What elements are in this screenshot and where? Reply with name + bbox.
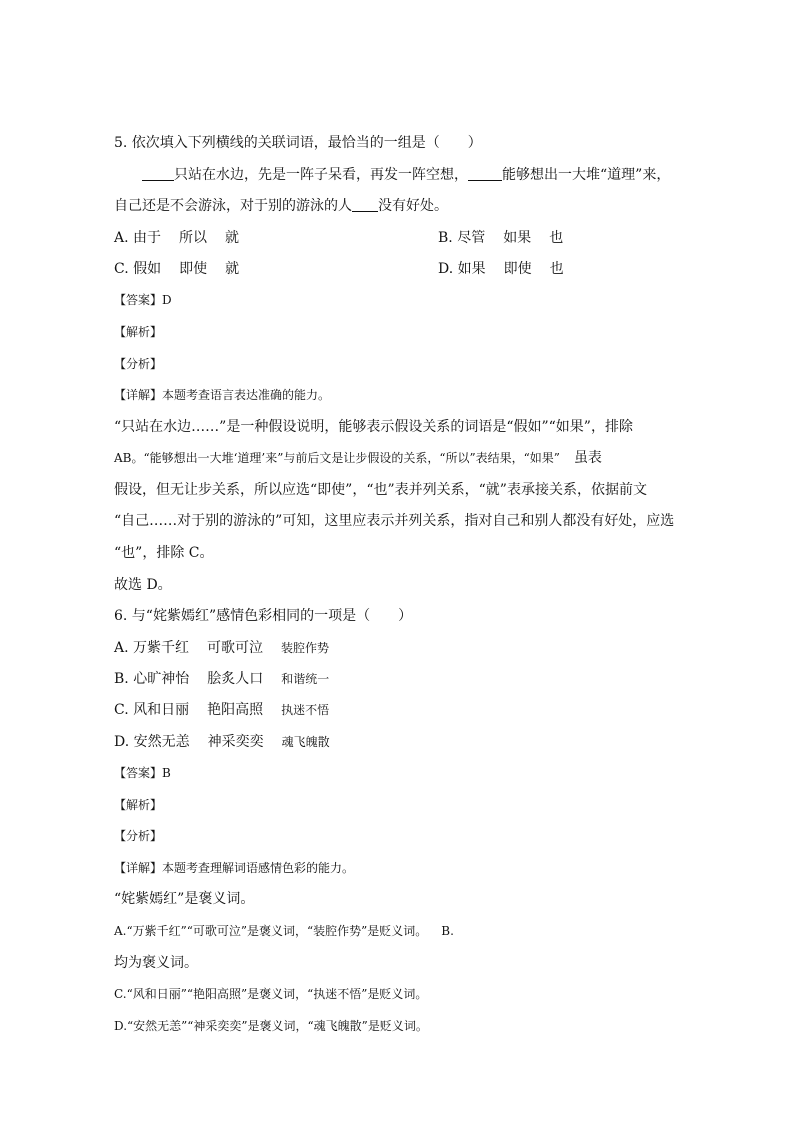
q6-explanation-line3: 均为褒义词。 bbox=[114, 955, 198, 971]
q5-explanation-line1: “只站在水边……”是一种假设说明，能够表示假设关系的词语是“假如”“如果”，排除 bbox=[114, 419, 633, 435]
q5-explanation-line2: AB。“能够想出一大堆‘道理’来”与前后文是让步假设的关系，“所以”表结果，“如果” 虽表 bbox=[114, 450, 602, 466]
q5-detail-heading: 【详解】本题考查语言表达准确的能力。 bbox=[114, 388, 331, 402]
q5-passage-text: 能够想出一大堆“道理”来， bbox=[502, 167, 671, 183]
q6-explanation-line1: “姹紫嫣红”是褒义词。 bbox=[114, 891, 255, 907]
q5-explanation-line4: “自己……对于别的游泳的”可知，这里应表示并列关系，指对自己和别人都没有好处，应选 bbox=[114, 513, 675, 529]
q5-options-row-1 bbox=[114, 228, 564, 248]
q6-answer: 【答案】B bbox=[114, 766, 171, 780]
q6-option-c[interactable]: C. 风和日丽 艳阳高照 执迷不悟 bbox=[114, 702, 330, 718]
q5-passage-line1 bbox=[142, 165, 670, 185]
q6-detail-heading: 【详解】本题考查理解词语感情色彩的能力。 bbox=[114, 861, 355, 875]
q6-explanation-line5: D.“安然无恙”“神采奕奕”是褒义词，“魂飞魄散”是贬义词。 bbox=[114, 1019, 428, 1033]
q5-option-d[interactable]: D. 如果 即使 也 bbox=[438, 261, 564, 277]
q5-passage-line2 bbox=[114, 196, 448, 216]
q5-conclusion: 故选 D。 bbox=[114, 577, 172, 593]
q5-blank-2 bbox=[468, 165, 502, 181]
q6-option-a[interactable]: A. 万紫千红 可歌可泣 装腔作势 bbox=[114, 640, 330, 656]
q5-passage-text: 只站在水边，先是一阵子呆看，再发一阵空想， bbox=[174, 167, 468, 183]
q6-option-d[interactable]: D. 安然无恙 神采奕奕 魂飞魄散 bbox=[114, 734, 330, 750]
q6-fenxi-heading: 【分析】 bbox=[114, 829, 163, 843]
q5-blank-1 bbox=[142, 165, 174, 181]
q6-jiexi-heading: 【解析】 bbox=[114, 798, 163, 812]
q5-fenxi-heading: 【分析】 bbox=[114, 357, 163, 371]
q5-passage-text: 自己还是不会游泳，对于别的游泳的人 bbox=[114, 198, 352, 214]
q5-explanation-line3: 假设，但无让步关系，所以应选“即使”，“也”表并列关系，“就”表承接关系，依据前文 bbox=[114, 482, 647, 498]
q5-blank-3 bbox=[352, 196, 378, 212]
q5-jiexi-heading: 【解析】 bbox=[114, 325, 163, 339]
q6-explanation-line2: A.“万紫千红”“可歌可泣”是褒义词，“装腔作势”是贬义词。 B. bbox=[114, 924, 454, 938]
q5-option-b[interactable]: B. 尽管 如果 也 bbox=[438, 230, 564, 246]
q6-explanation-line4: C.“风和日丽”“艳阳高照”是褒义词，“执迷不悟”是贬义词。 bbox=[114, 987, 428, 1001]
q5-options-row-2 bbox=[114, 259, 564, 279]
q5-option-c[interactable]: C. 假如 即使 就 bbox=[114, 261, 240, 277]
q5-option-a[interactable]: A. 由于 所以 就 bbox=[114, 230, 240, 246]
q6-stem: 6. 与“姹紫嫣红”感情色彩相同的一项是（ ） bbox=[114, 608, 413, 624]
q5-answer: 【答案】D bbox=[114, 293, 172, 307]
q5-passage-text: 没有好处。 bbox=[378, 198, 448, 214]
q5-stem: 5. 依次填入下列横线的关联词语，最恰当的一组是（ ） bbox=[114, 135, 482, 151]
q6-option-b[interactable]: B. 心旷神怡 脍炙人口 和谐统一 bbox=[114, 671, 330, 687]
q5-explanation-line5: “也”，排除 C。 bbox=[114, 545, 214, 561]
